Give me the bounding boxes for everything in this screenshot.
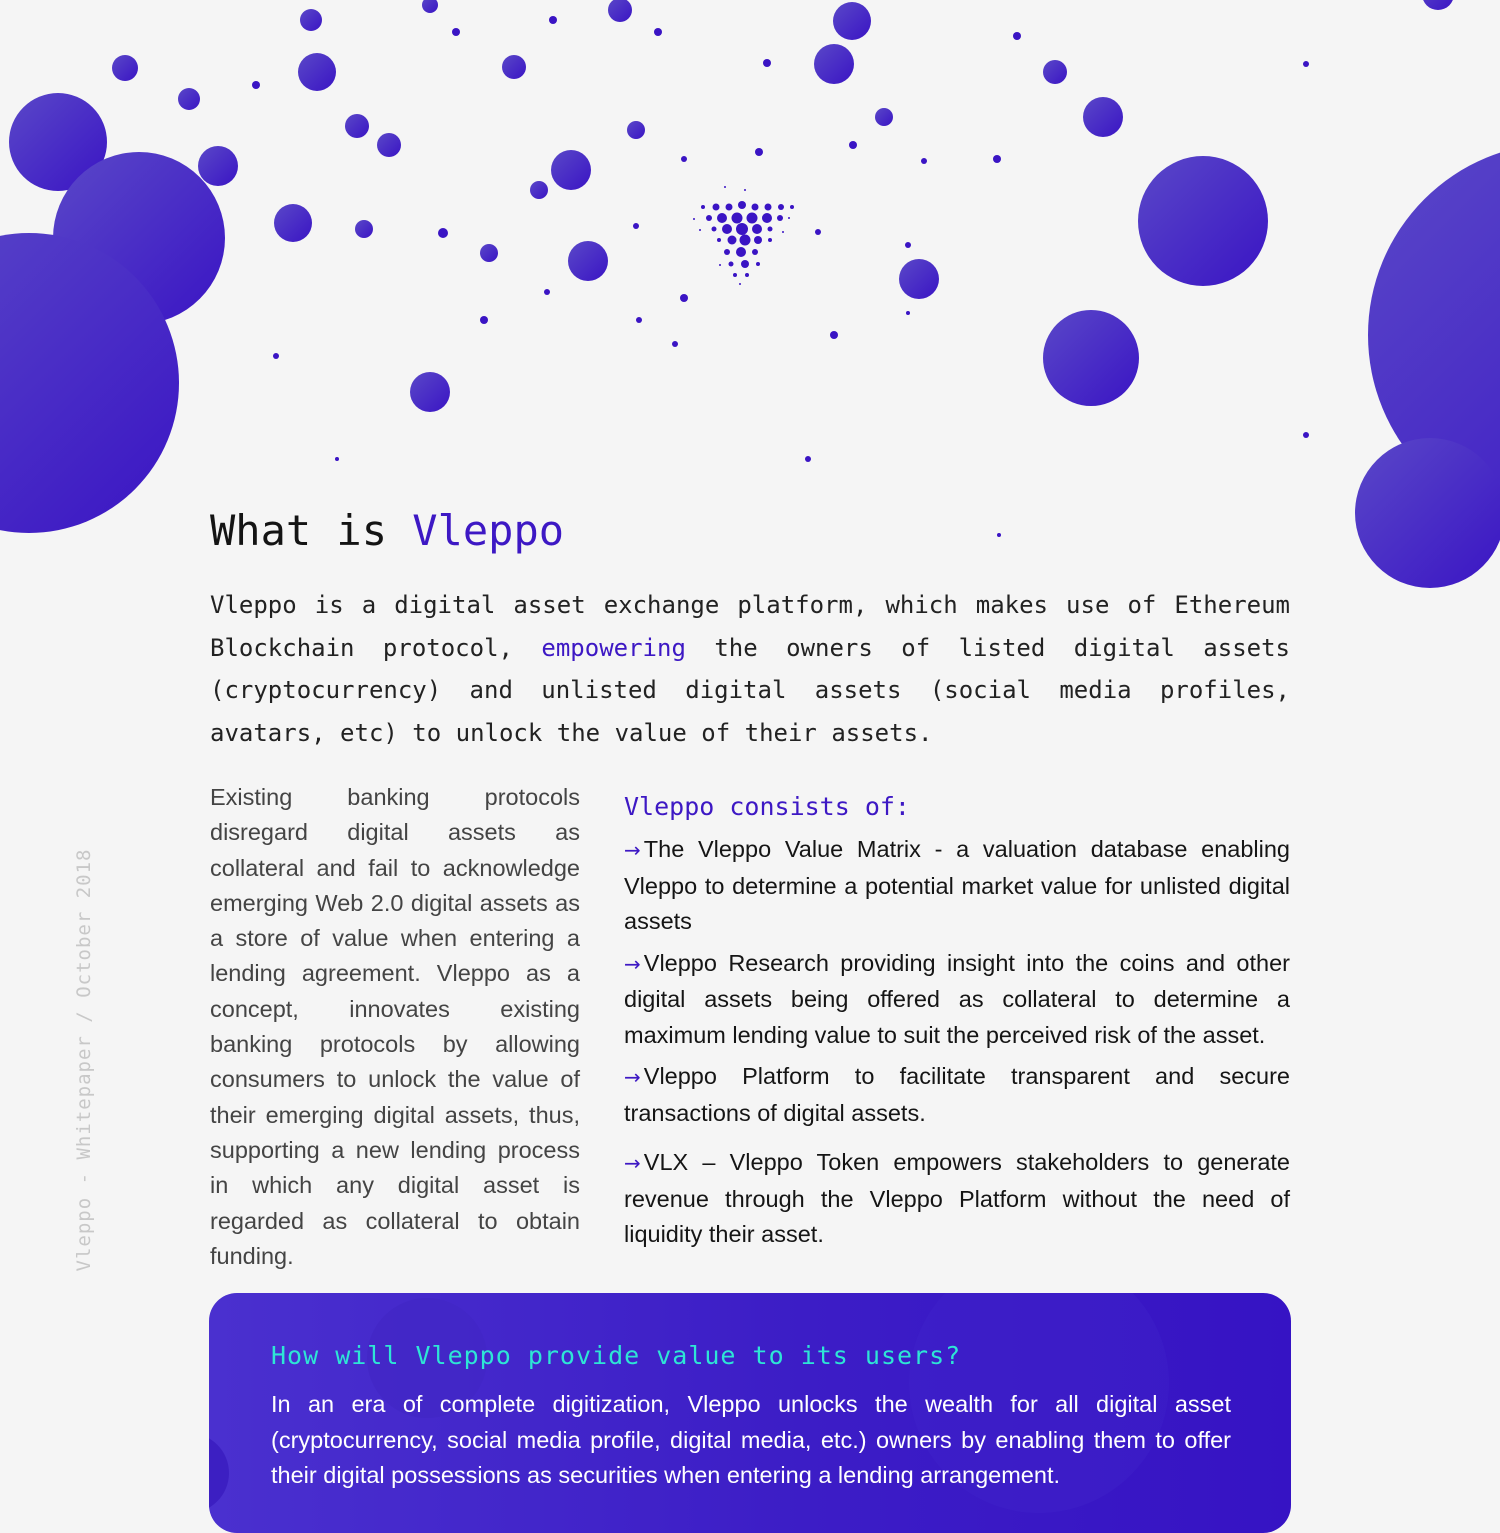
list-item-text: Vleppo Research providing insight into the coins and other digital assets being offered as collateral to determine a maximum lending value to suit the perceived risk of the asset. [624,949,1290,1048]
page-title-accent: Vleppo [412,506,565,555]
bubble [1043,310,1139,406]
bubble [355,220,373,238]
list-item-text: Vleppo Platform to facilitate transparent and secure transactions of digital assets. [624,1063,1290,1126]
vleppo-dot-logo-icon [693,186,794,285]
bubble [298,53,336,91]
bubble [833,2,871,40]
bubble [899,259,939,299]
bubble [627,121,645,139]
list-item [624,832,1290,940]
bubble [568,241,608,281]
page-title [210,506,564,555]
list-item [624,1145,1290,1253]
bubble [814,44,854,84]
bubble [1043,60,1067,84]
bubble [1422,0,1454,10]
intro-text-before: Vleppo is a digital asset exchange platform, which makes use of Ethereum Blockchain protocol, [210,591,1290,662]
list-item [624,1059,1290,1131]
value-callout-panel [209,1293,1291,1533]
panel-decor-circle [209,1433,229,1513]
consists-heading: Vleppo consists of: [624,792,910,821]
consists-section [624,788,1290,1259]
panel-body: In an era of complete digitization, Vleppo unlocks the wealth for all digital asset (cryptocurrency, social media profile, digital media, etc.) owners by enabling them to offer their digital possessions as securities when entering a lending arrangement. [271,1391,1231,1488]
bubble [300,9,322,31]
bubble [274,204,312,242]
bubble [1083,97,1123,137]
arrow-right-icon: → [624,1151,641,1175]
bubble [198,146,238,186]
bubble [1138,156,1268,286]
banking-protocols-paragraph: Existing banking protocols disregard digital assets as collateral and fail to acknowledge emerging Web 2.0 digital assets as a store of value when entering a lending agreement. Vleppo as a concept, innovates existing banking protocols by allowing consumers to unlock the value of their emerging digital assets, thus, supporting a new lending process in which any digital asset is regarded as collateral to obtain funding. [210,784,580,1269]
bubble [112,55,138,81]
bubble [422,0,438,13]
list-item-text: VLX – Vleppo Token empowers stakeholders to generate revenue through the Vleppo Platform without the need of liquidity their asset. [624,1149,1290,1247]
bubble [530,181,548,199]
bubble [551,150,591,190]
arrow-right-icon: → [624,1065,641,1089]
bubble [608,0,632,22]
bubble [875,108,893,126]
arrow-right-icon: → [624,838,641,862]
bubbles-dots [252,16,1309,537]
bubble [345,114,369,138]
page-title-prefix: What is [210,506,413,555]
bubbles-medium [198,2,1123,412]
bubble [502,55,526,79]
bubble [410,372,450,412]
bubble [377,133,401,157]
intro-text-after: the owners of listed digital assets (cryptocurrency) and unlisted digital assets (social media profiles, avatars, etc) to unlock the value of their assets. [210,633,1290,748]
intro-paragraph [210,584,1290,755]
bubble [178,88,200,110]
side-running-label: Vleppo - Whitepaper / October 2018 [73,848,95,1272]
bubble [1355,438,1500,588]
list-item [624,946,1290,1054]
bubble [480,244,498,262]
panel-heading: How will Vleppo provide value to its users? [271,1341,962,1370]
arrow-right-icon: → [624,951,641,976]
list-item-text: The Vleppo Value Matrix - a valuation database enabling Vleppo to determine a potential market value for unlisted digital assets [624,836,1290,934]
intro-accent-word: empowering [541,633,686,662]
